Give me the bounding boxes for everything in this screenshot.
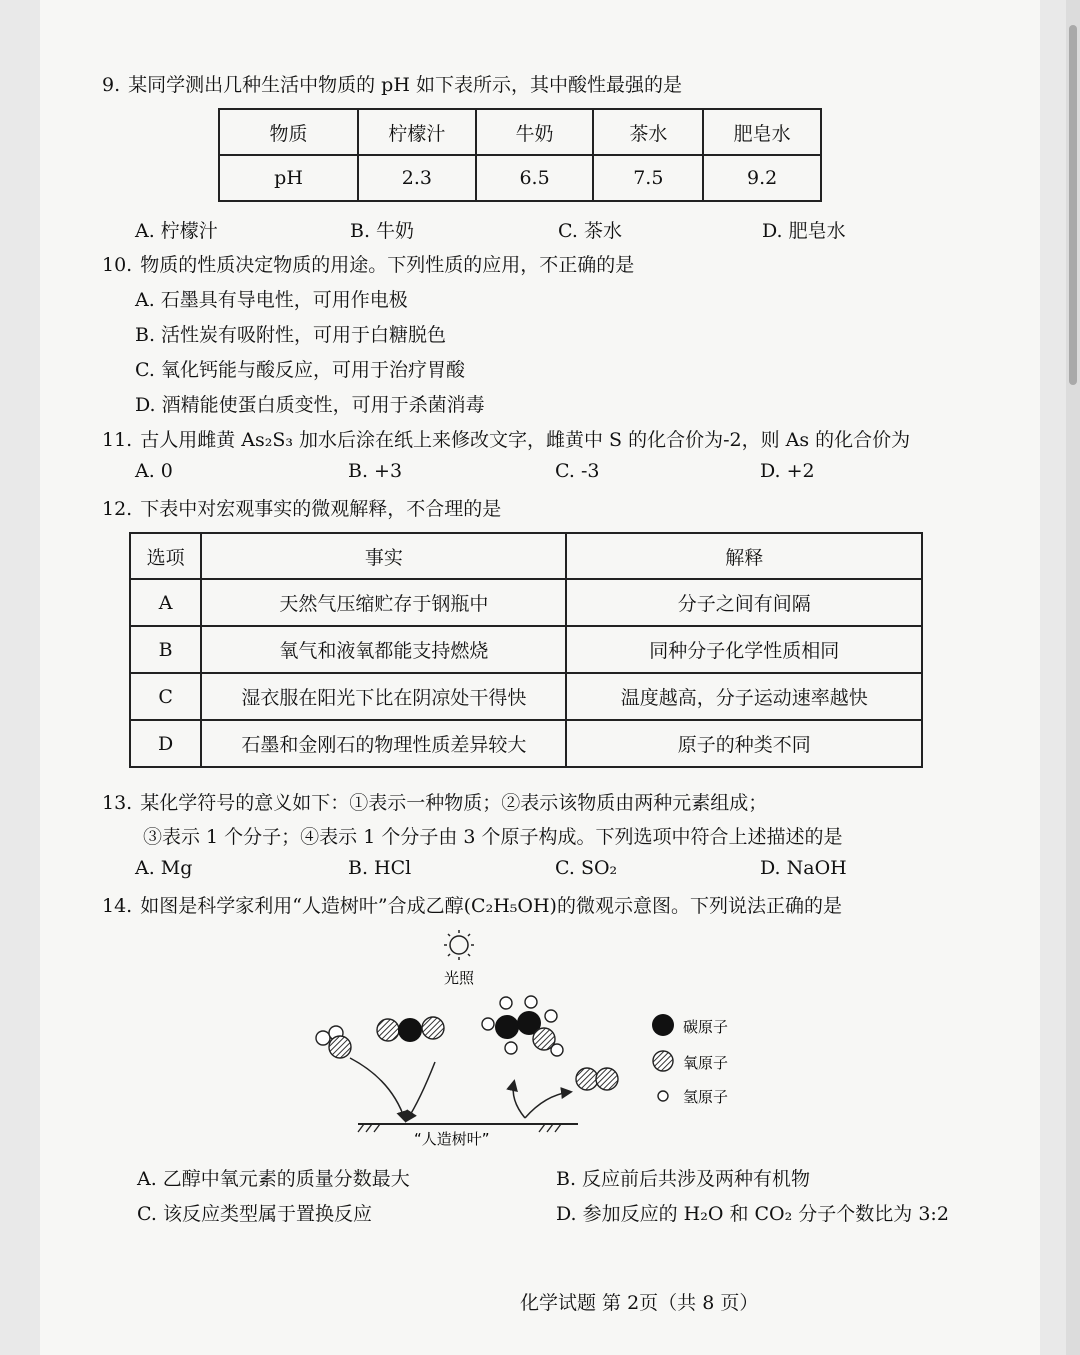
ethanol-molecule <box>482 996 563 1056</box>
hydrogen-atom-icon <box>658 1091 668 1101</box>
option-a: A. 乙醇中氧元素的质量分数最大 <box>137 1168 410 1190</box>
question-text: 某化学符号的意义如下：①表示一种物质；②表示该物质由两种元素组成； <box>140 792 768 814</box>
question-13-line-2: ③表示 1 个分子；④表示 1 个分子由 3 个原子构成。下列选项中符合上述描述的是 <box>143 826 843 848</box>
option-d: D. +2 <box>760 460 815 482</box>
table-cell: 湿衣服在阳光下比在阴凉处干得快 <box>201 673 566 720</box>
option-c: C. 该反应类型属于置换反应 <box>137 1203 372 1225</box>
arrow-out-left <box>513 1082 525 1118</box>
question-text: 下表中对宏观事实的微观解释，不合理的是 <box>140 498 502 520</box>
question-text: 古人用雌黄 As₂S₃ 加水后涂在纸上来修改文字，雌黄中 S 的化合价为-2，则 As 的化合价为 <box>140 429 911 451</box>
table-cell: 分子之间有间隔 <box>566 579 922 626</box>
carbon-atom-icon <box>652 1014 674 1036</box>
table-cell: 温度越高，分子运动速率越快 <box>566 673 922 720</box>
table-cell: A <box>130 579 201 626</box>
legend-label: 氧原子 <box>683 1054 729 1072</box>
question-number: 10. <box>102 254 133 276</box>
table-cell: C <box>130 673 201 720</box>
question-text: 如图是科学家利用“人造树叶”合成乙醇(C₂H₅OH)的微观示意图。下列说法正确的是 <box>140 895 842 917</box>
arrow-in-left <box>350 1058 405 1120</box>
option-a: A. Mg <box>135 857 193 879</box>
question-text: 物质的性质决定物质的用途。下列性质的应用，不正确的是 <box>140 254 635 276</box>
option-b: B. +3 <box>348 460 403 482</box>
table-cell: 天然气压缩贮存于钢瓶中 <box>201 579 566 626</box>
arrow-in-right <box>407 1062 435 1120</box>
option-c: C. SO₂ <box>555 857 618 879</box>
page-footer: 化学试题 第 2页（共 8 页） <box>520 1292 759 1314</box>
option-d: D. 参加反应的 H₂O 和 CO₂ 分子个数比为 3:2 <box>556 1203 949 1225</box>
option-a: A. 柠檬汁 <box>135 220 218 242</box>
ph-table-header: 牛奶 <box>476 109 594 155</box>
option-d: D. NaOH <box>760 857 847 879</box>
option-c: C. 氧化钙能与酸反应，可用于治疗胃酸 <box>135 359 465 381</box>
option-d: D. 酒精能使蛋白质变性，可用于杀菌消毒 <box>135 394 485 416</box>
legend <box>652 1014 728 1106</box>
scrollbar[interactable] <box>1066 0 1080 1355</box>
arrow-out-right <box>525 1092 570 1118</box>
water-molecule <box>316 1026 351 1058</box>
ph-table-cell: 2.3 <box>358 155 476 201</box>
ph-table-cell: 6.5 <box>476 155 594 201</box>
scrollbar-thumb[interactable] <box>1069 25 1077 385</box>
option-a: A. 石墨具有导电性，可用作电极 <box>135 289 408 311</box>
question-number: 11. <box>102 429 133 451</box>
artificial-leaf-diagram <box>40 0 1040 1355</box>
option-b: B. HCl <box>348 857 412 879</box>
table-cell: 原子的种类不同 <box>566 720 922 767</box>
ph-table-header: 物质 <box>219 109 358 155</box>
exam-page <box>40 0 1040 1355</box>
question-text: 某同学测出几种生活中物质的 pH 如下表所示，其中酸性最强的是 <box>128 74 682 96</box>
option-d: D. 肥皂水 <box>762 220 846 242</box>
option-b: B. 活性炭有吸附性，可用于白糖脱色 <box>135 324 447 346</box>
question-number: 12. <box>102 498 133 520</box>
light-label: 光照 <box>444 969 475 987</box>
option-b: B. 反应前后共涉及两种有机物 <box>556 1168 811 1190</box>
table-cell: 石墨和金刚石的物理性质差异较大 <box>201 720 566 767</box>
table-cell: 氧气和液氧都能支持燃烧 <box>201 626 566 673</box>
ph-table-cell: 7.5 <box>593 155 703 201</box>
oxygen-atom-icon <box>653 1051 673 1071</box>
oxygen-molecule <box>576 1068 618 1090</box>
ph-table-header: 柠檬汁 <box>358 109 476 155</box>
sun-icon <box>444 930 474 960</box>
ph-table-header: 肥皂水 <box>703 109 821 155</box>
table-cell: B <box>130 626 201 673</box>
ph-table-cell: 9.2 <box>703 155 821 201</box>
legend-label: 氢原子 <box>683 1088 729 1106</box>
table-header: 事实 <box>201 533 566 579</box>
ph-table-cell: pH <box>219 155 358 201</box>
ph-table-header: 茶水 <box>593 109 703 155</box>
carbon-dioxide-molecule <box>377 1017 444 1042</box>
option-a: A. 0 <box>135 460 173 482</box>
leaf-label: “人造树叶” <box>414 1130 490 1148</box>
question-number: 14. <box>102 895 133 917</box>
table-header: 解释 <box>566 533 922 579</box>
question-number: 13. <box>102 792 133 814</box>
table-header: 选项 <box>130 533 201 579</box>
question-number: 9. <box>102 74 121 96</box>
option-c: C. 茶水 <box>558 220 622 242</box>
legend-label: 碳原子 <box>683 1018 729 1036</box>
option-b: B. 牛奶 <box>350 220 415 242</box>
table-cell: 同种分子化学性质相同 <box>566 626 922 673</box>
option-c: C. -3 <box>555 460 600 482</box>
table-cell: D <box>130 720 201 767</box>
